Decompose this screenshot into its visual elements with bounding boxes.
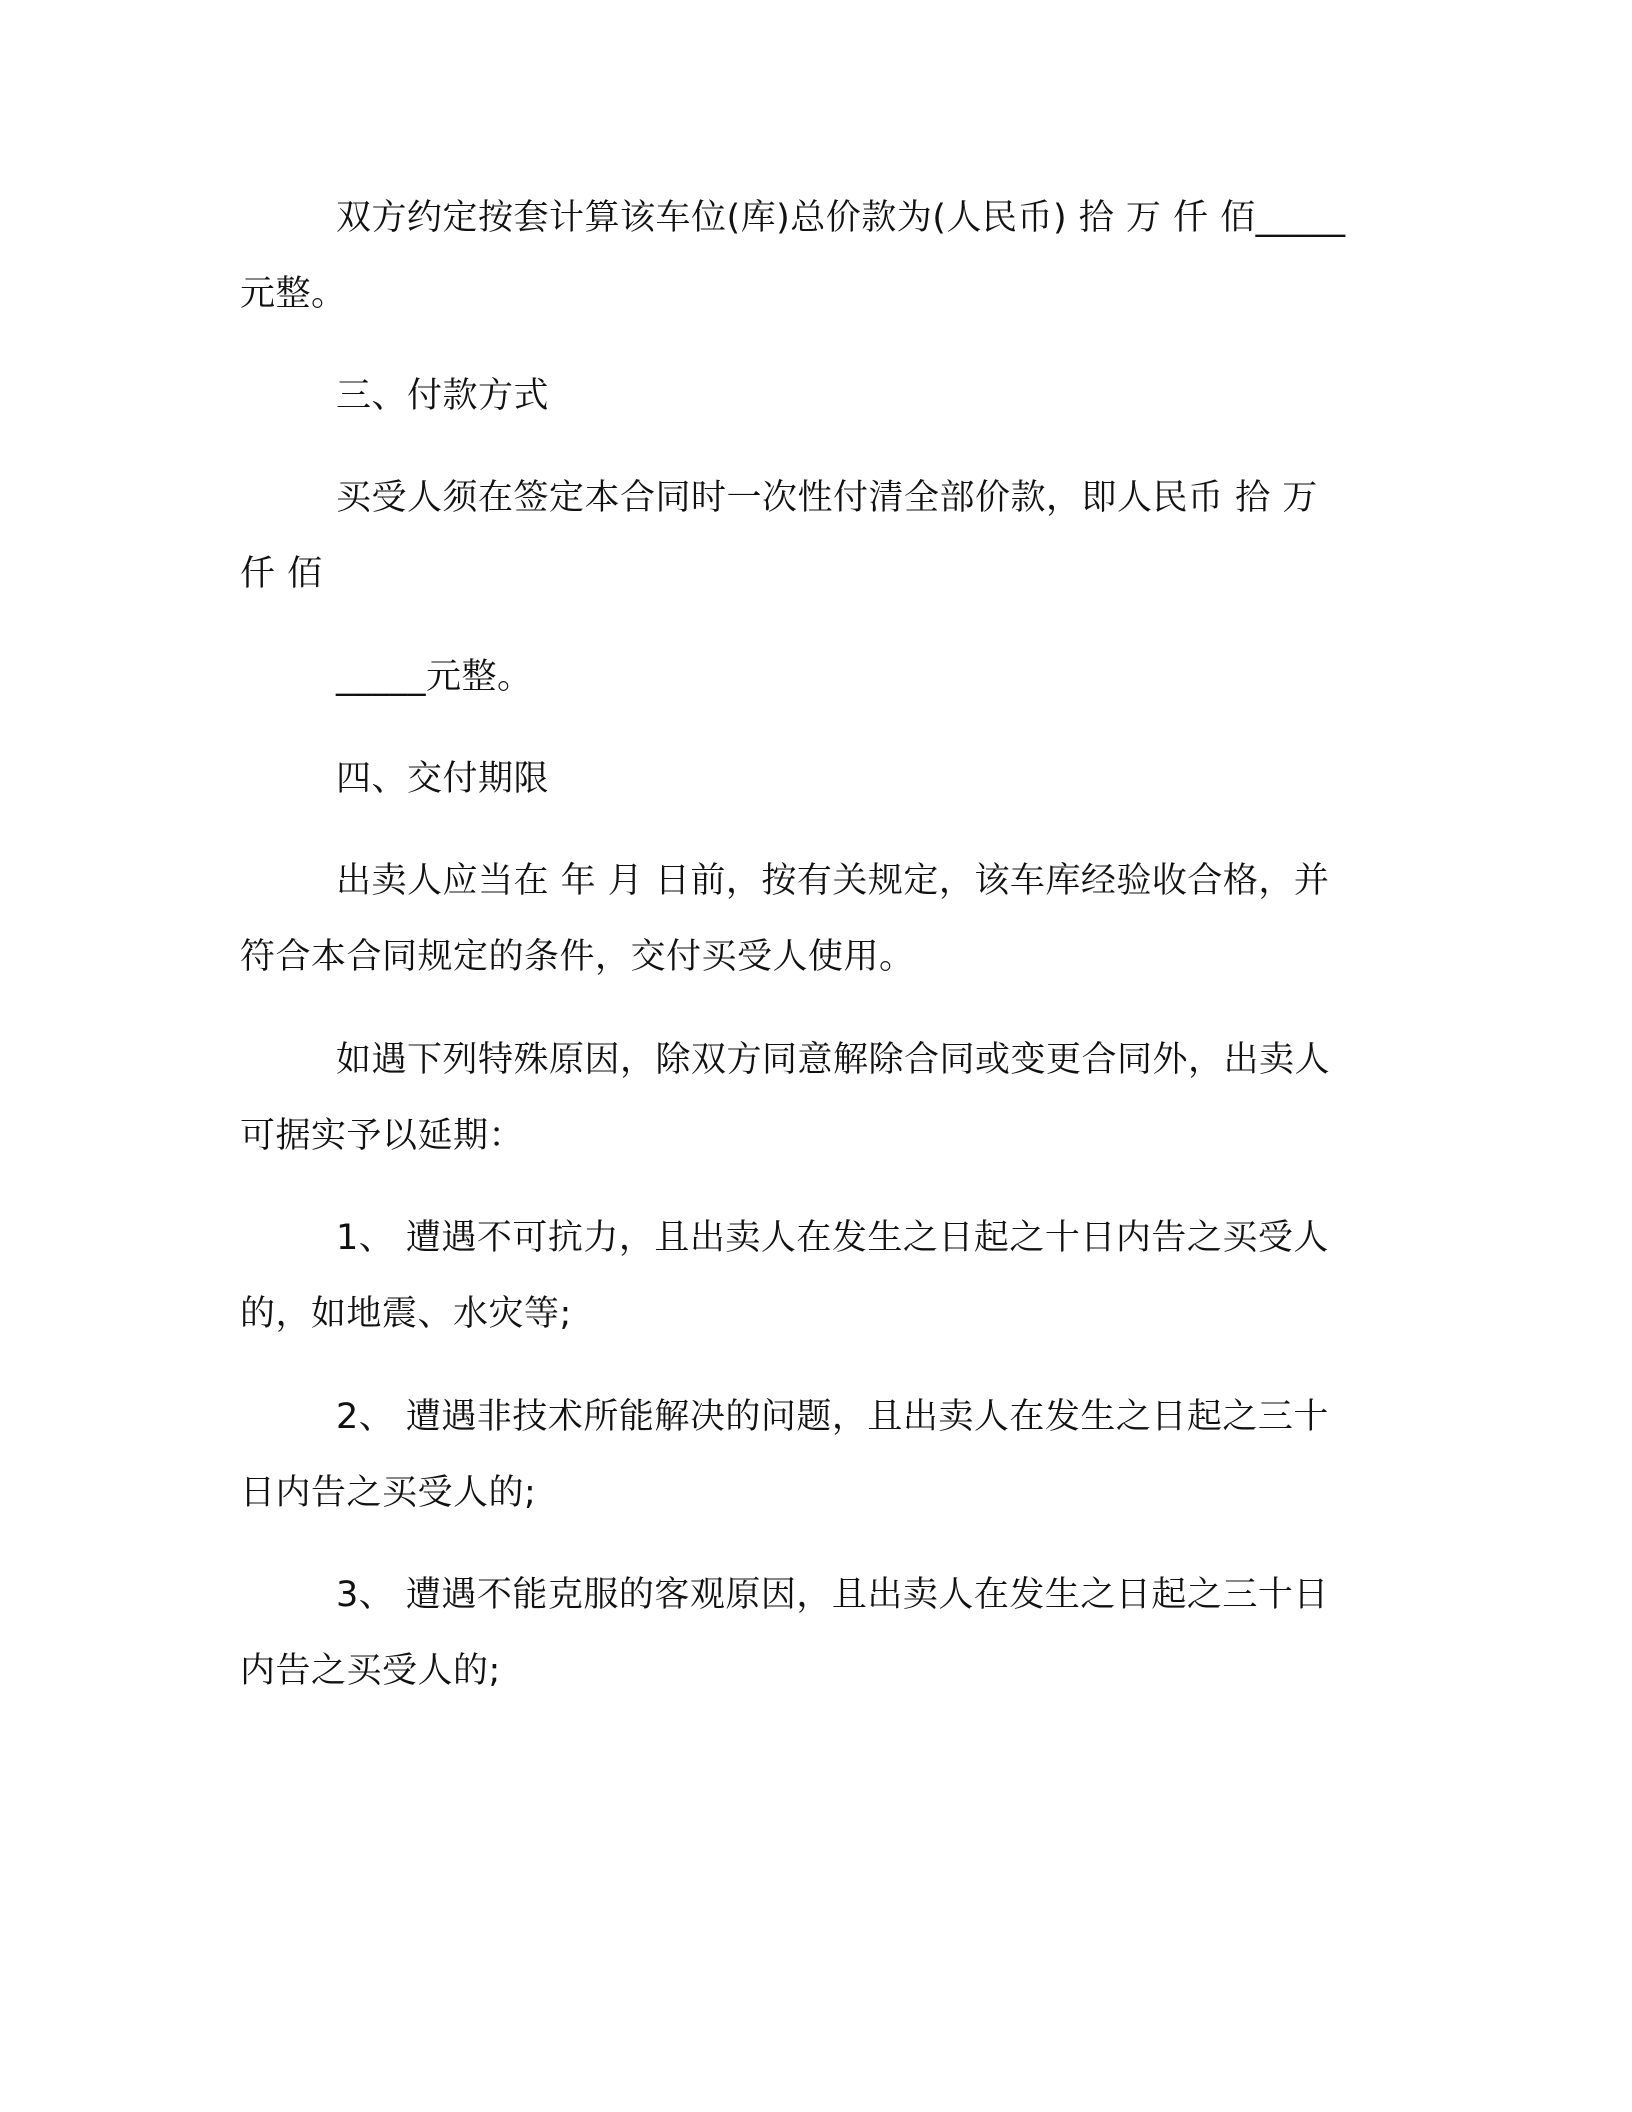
list-item-2-line-1: 2、 遭遇非技术所能解决的问题，且出卖人在发生之日起之三十	[336, 1397, 1329, 1437]
list-item-3-line-1: 3、 遭遇不能克服的客观原因，且出卖人在发生之日起之三十日	[336, 1575, 1329, 1615]
price-clause-line-2: 元整。	[240, 274, 347, 314]
list-item-2-line-2: 日内告之买受人的;	[240, 1473, 537, 1513]
price-clause-line-1: 双方约定按套计算该车位(库)总价款为(人民币) 拾 万 仟 佰_____	[336, 198, 1346, 238]
list-item-1-line-2: 的，如地震、水灾等;	[240, 1294, 572, 1334]
payment-clause-line-1: 买受人须在签定本合同时一次性付清全部价款，即人民币 拾 万	[336, 478, 1318, 518]
delivery-clause-line-1: 出卖人应当在 年 月 日前，按有关规定，该车库经验收合格，并	[336, 861, 1330, 901]
delivery-clause-line-2: 符合本合同规定的条件，交付买受人使用。	[240, 937, 915, 977]
extension-clause-line-2: 可据实予以延期：	[240, 1116, 525, 1156]
section-heading-payment: 三、付款方式	[336, 376, 550, 416]
payment-clause-line-2: 仟 佰	[240, 554, 323, 594]
list-item-3-line-2: 内告之买受人的;	[240, 1651, 501, 1691]
section-heading-delivery: 四、交付期限	[336, 759, 550, 799]
list-item-1-line-1: 1、 遭遇不可抗力，且出卖人在发生之日起之十日内告之买受人	[336, 1218, 1329, 1258]
extension-clause-line-1: 如遇下列特殊原因，除双方同意解除合同或变更合同外，出卖人	[336, 1040, 1331, 1080]
payment-clause-line-3: _____元整。	[336, 657, 533, 697]
